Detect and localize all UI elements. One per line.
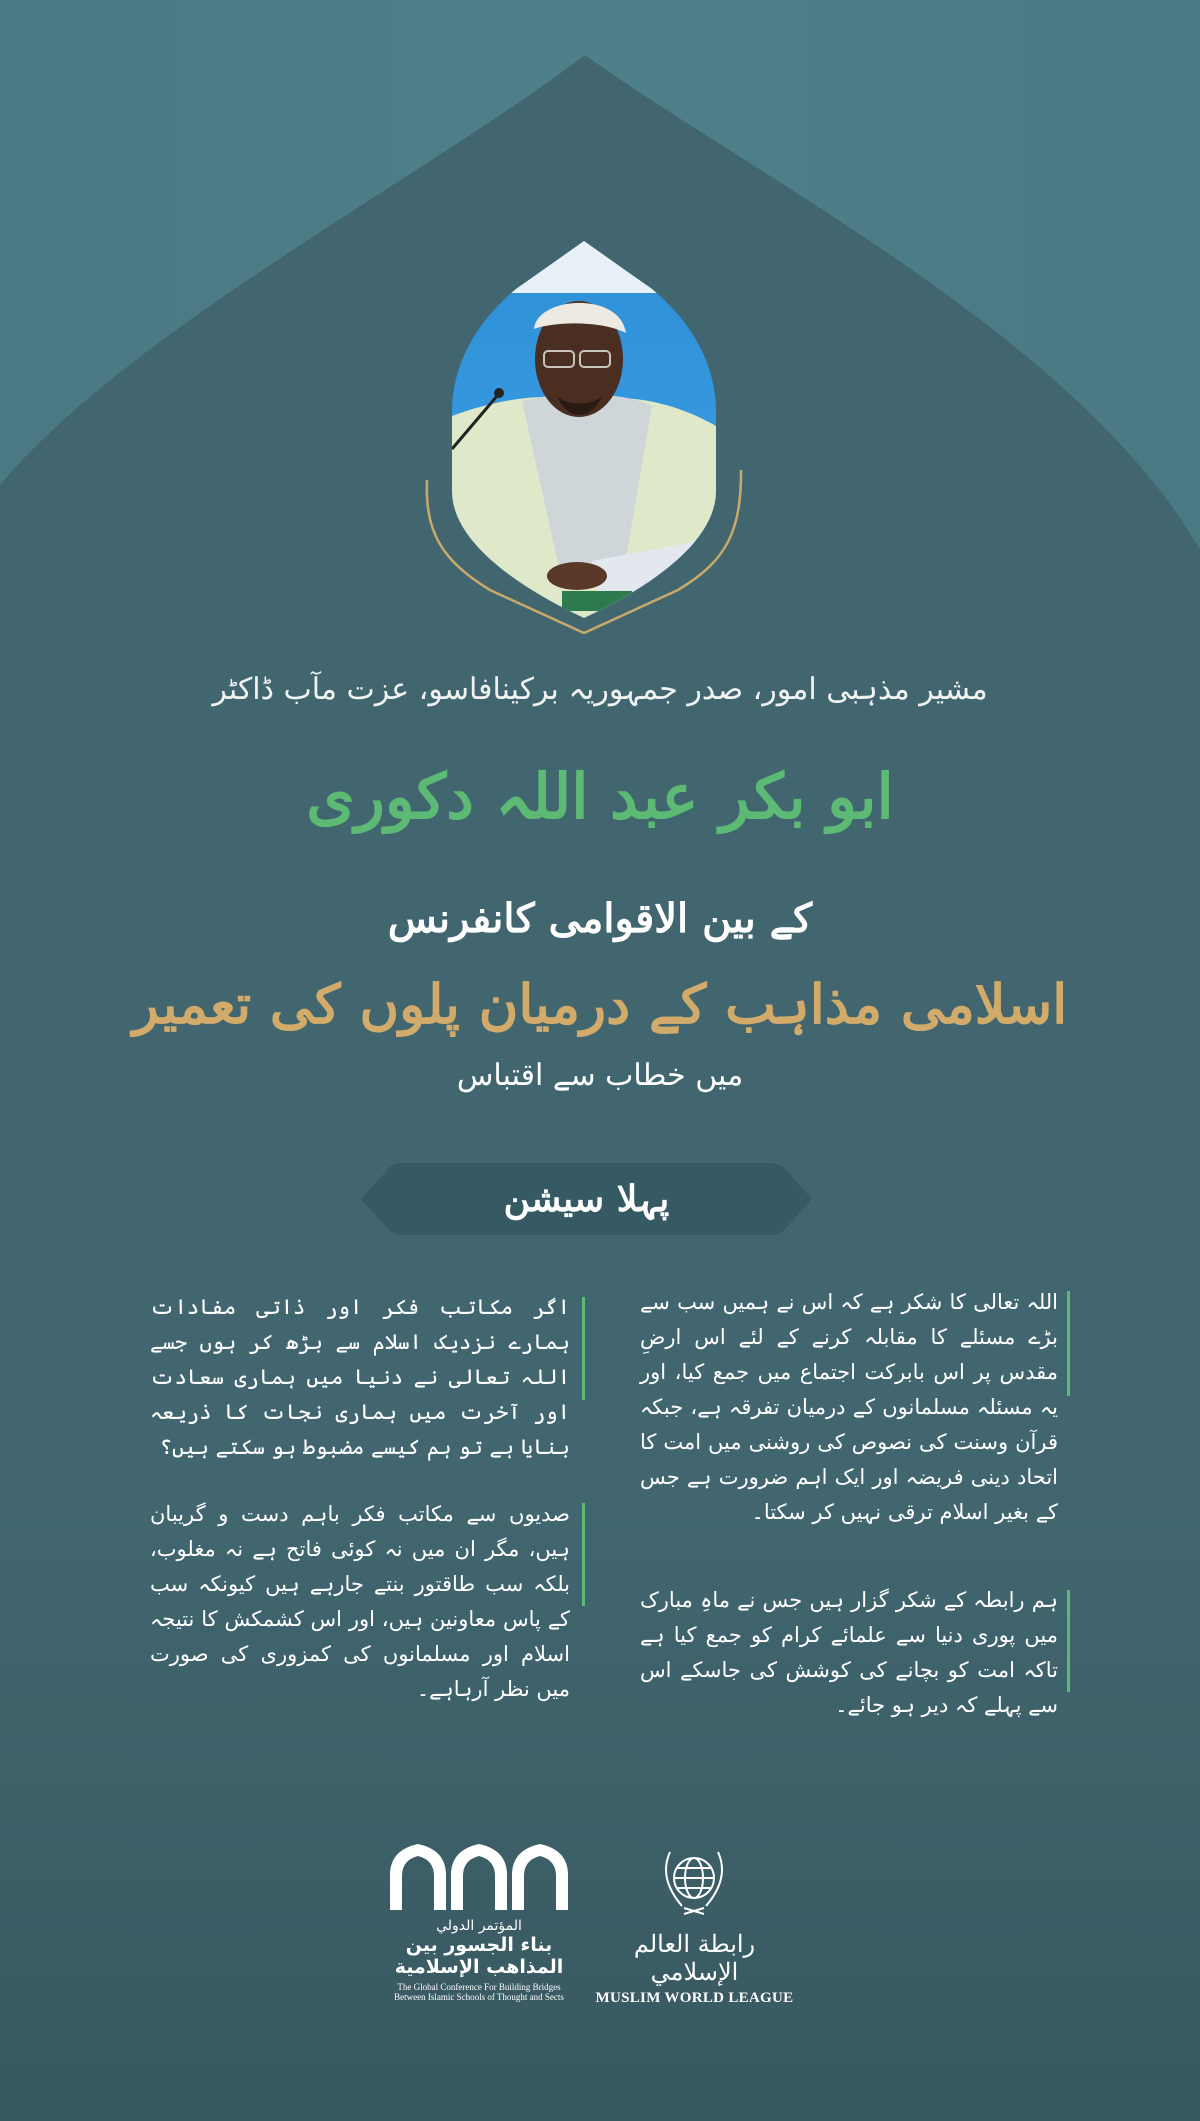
quote-left-2: صدیوں سے مکاتب فکر باہم دست و گریبان ہیں، مگر ان میں نہ کوئی فاتح ہے نہ مغلوب، بلکہ سب طاقتور بنتے جارہے ہیں کیونکہ سب کے پاس معاونین ہیں، اور اس کشمکش کا نتیجہ اسلام اور مسلمانوں کی کمزوری کی صورت میں نظر آرہاہے۔ bbox=[150, 1502, 570, 1701]
gold-frame-outline bbox=[420, 470, 748, 640]
muslim-world-league-logo bbox=[592, 1840, 797, 2007]
quote-accent-bar bbox=[1067, 1590, 1070, 1692]
quote-right-1: اللہ تعالی کا شکر ہے کہ اس نے ہمیں سب سے بڑے مسئلے کا مقابلہ کرنے کے لئے اس ارضِ مقدس پر اس بابرکت اجتماع میں جمع کیا، اور یہ مسئلہ مسلمانوں کے درمیان تفرقہ ہے، جبکہ قرآن وسنت کی نصوص کی روشنی میں امت کا اتحاد دینی فریضہ اور ایک اہم ضرورت ہے جس کے بغیر اسلام ترقی نہیں کر سکتا۔ bbox=[640, 1290, 1058, 1524]
bridges-conference-logo bbox=[378, 1840, 580, 2002]
bridges-ar-line2: بناء الجسور بين bbox=[405, 1934, 553, 1956]
bridges-ar-line3: المذاهب الإسلامية bbox=[394, 1956, 564, 1978]
speaker-name: ابو بکر عبد اللہ دکوری bbox=[306, 760, 894, 833]
bridges-en-line2: Between Islamic Schools of Thought and Sects bbox=[394, 1992, 564, 2002]
globe-wreath-icon bbox=[592, 1840, 797, 1918]
quote-accent-bar bbox=[582, 1503, 585, 1606]
mwl-en-name: MUSLIM WORLD LEAGUE bbox=[595, 1990, 794, 2006]
session-label: پہلا سیشن bbox=[503, 1178, 670, 1220]
quote-right-2: ہم رابطہ کے شکر گزار ہیں جس نے ماہِ مبارک میں پوری دنیا سے علمائے کرام کو جمع کیا ہے تاکہ امت کو بچانے کی کوشش کی جاسکے اس سے پہلے کہ دیر ہو جائے۔ bbox=[640, 1588, 1058, 1717]
quote-accent-bar bbox=[1067, 1291, 1070, 1396]
arches-icon bbox=[378, 1840, 580, 1910]
bridges-ar-line1: المؤتمر الدولي bbox=[436, 1918, 522, 1934]
excerpt-label: میں خطاب سے اقتباس bbox=[456, 1058, 744, 1093]
conference-title: اسلامی مذاہب کے درمیان پلوں کی تعمیر bbox=[132, 972, 1068, 1036]
bridges-en-line1: The Global Conference For Building Bridges bbox=[397, 1982, 561, 1992]
quote-left-1: اگر مکاتب فکر اور ذاتی مفادات ہمارے نزدیک اسلام سے بڑھ کر ہوں جسے اللہ تعالی نے دنیا میں ہماری سعادت اور آخرت میں ہماری نجات کا ذریعہ بنایا ہے تو ہم کیسے مضبوط ہو سکتے ہیں؟ bbox=[150, 1295, 570, 1459]
quote-accent-bar bbox=[582, 1297, 585, 1400]
conference-label: کے بین الاقوامی کانفرنس bbox=[387, 895, 813, 942]
mwl-ar-name: رابطة العالم الإسلامي bbox=[633, 1930, 756, 1986]
speaker-title: مشیر مذہبی امور، صدر جمہوریہ برکینافاسو، عزت مآب ڈاکٹر bbox=[212, 672, 988, 707]
session-banner bbox=[361, 1163, 812, 1235]
